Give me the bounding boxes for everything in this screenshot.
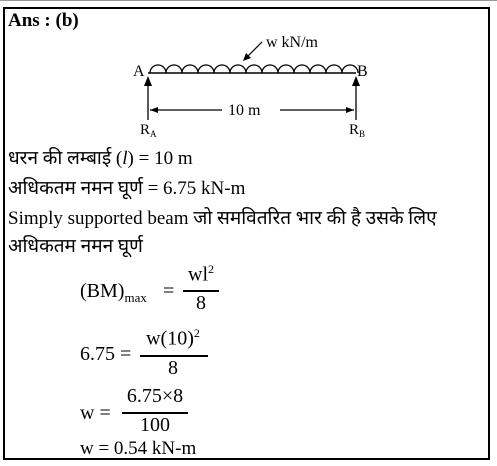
eq3-lhs: w = (80, 402, 111, 424)
final-answer: w = 0.54 kN-m (80, 438, 197, 459)
eq3-denominator: 100 (140, 414, 170, 436)
beam-diagram (0, 0, 497, 140)
distributed-load-arcs (150, 65, 358, 73)
eq1-denominator: 8 (196, 292, 206, 314)
eq1-equals: = (163, 280, 175, 302)
answer-label: Ans : (b) (8, 10, 79, 31)
eq1-lhs: $(BM)_{max}$ (80, 280, 147, 305)
max-moment-line: अधिकतम नमन घूर्ण = 6.75 kN-m (8, 178, 246, 199)
description-line: Simply supported beam जो समवितरित भार की है उसके लिए (8, 208, 437, 229)
description-line-2: अधिकतम नमन घूर्ण (8, 236, 143, 257)
point-a-label: A (133, 63, 145, 80)
reaction-b-label: $R_B$ (349, 122, 366, 139)
eq2-numerator: $w(10)^2$ (146, 326, 200, 350)
eq2-denominator: 8 (168, 357, 178, 379)
span-label: 10 m (228, 102, 261, 119)
eq1-numerator: $wl^2$ (188, 262, 214, 286)
eq3-numerator: 6.75×8 (126, 385, 184, 407)
load-label: w kN/m (266, 34, 318, 51)
beam-length-line: धरन की लम्बाई (l) = 10 m (8, 148, 193, 169)
eq2-lhs: 6.75 = (80, 343, 132, 365)
point-b-label: B (357, 63, 368, 80)
reaction-a-label: $R_A$ (140, 122, 157, 139)
